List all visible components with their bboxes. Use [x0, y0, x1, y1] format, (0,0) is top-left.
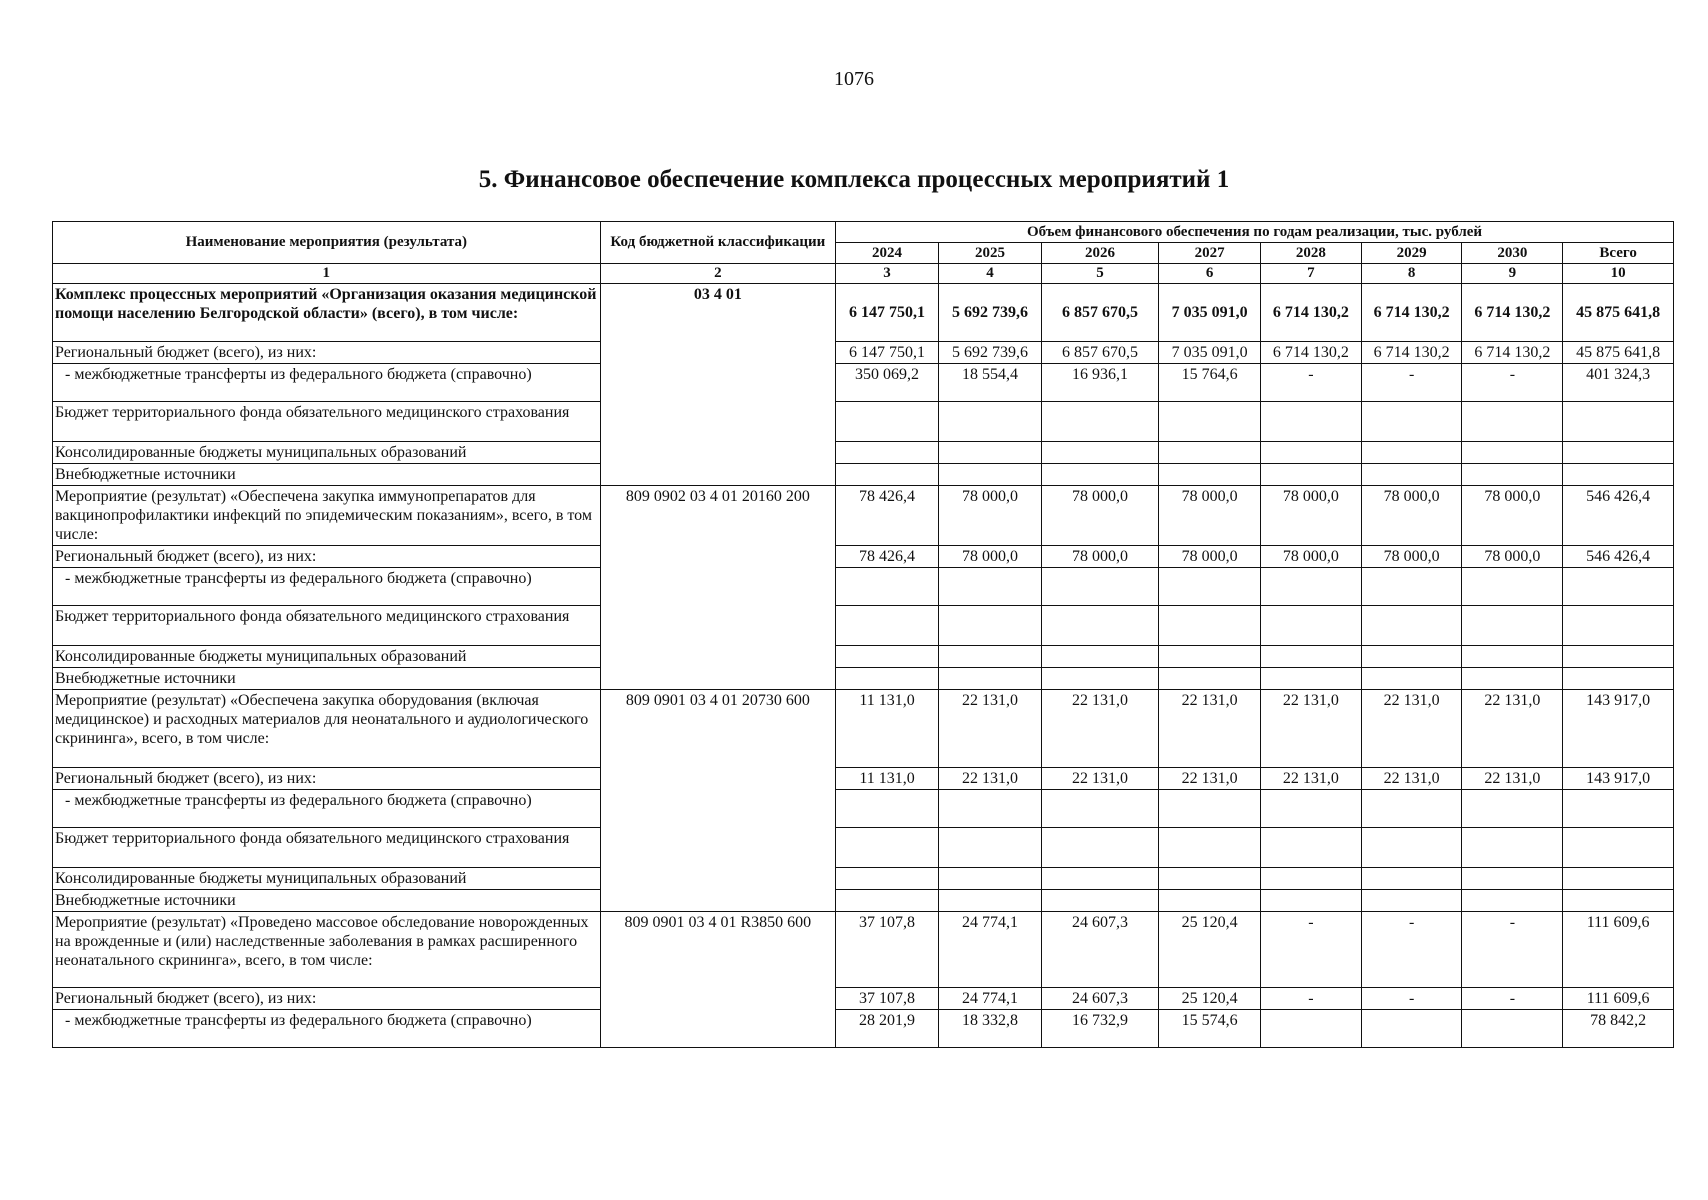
column-number: 8 — [1361, 264, 1462, 284]
value-cell: 5 692 739,6 — [939, 342, 1042, 364]
value-cell — [1260, 828, 1361, 868]
row-name: Внебюджетные источники — [53, 464, 601, 486]
row-name: Мероприятие (результат) «Обеспечена закупка оборудования (включая медицинское) и расходных материалов для неонатального и аудиологического скрининга», всего, в том числе: — [53, 690, 601, 768]
table-row — [53, 546, 1674, 568]
value-cell: 24 774,1 — [939, 988, 1042, 1010]
value-cell: 45 875 641,8 — [1563, 284, 1674, 342]
value-cell: 78 426,4 — [836, 486, 939, 546]
table-row — [53, 646, 1674, 668]
value-cell: 22 131,0 — [1361, 768, 1462, 790]
row-name: Региональный бюджет (всего), из них: — [53, 342, 601, 364]
value-cell — [1159, 790, 1261, 828]
value-cell — [1159, 464, 1261, 486]
value-cell: 16 732,9 — [1041, 1010, 1158, 1048]
table-row — [53, 364, 1674, 402]
value-cell — [1361, 606, 1462, 646]
row-name: - межбюджетные трансферты из федерального бюджета (справочно) — [53, 1010, 601, 1048]
row-name: Консолидированные бюджеты муниципальных образований — [53, 646, 601, 668]
value-cell — [1041, 606, 1158, 646]
column-number: 10 — [1563, 264, 1674, 284]
column-number: 2 — [600, 264, 835, 284]
value-cell — [939, 890, 1042, 912]
value-cell — [1260, 646, 1361, 668]
column-number: 3 — [836, 264, 939, 284]
value-cell — [1159, 668, 1261, 690]
header-volume: Объем финансового обеспечения по годам реализации, тыс. рублей — [836, 222, 1674, 243]
value-cell: 78 426,4 — [836, 546, 939, 568]
table-row — [53, 284, 1674, 342]
value-cell — [1462, 606, 1563, 646]
value-cell: 78 842,2 — [1563, 1010, 1674, 1048]
value-cell: 37 107,8 — [836, 988, 939, 1010]
value-cell: 78 000,0 — [1159, 486, 1261, 546]
value-cell: 78 000,0 — [939, 546, 1042, 568]
header-year: 2024 — [836, 243, 939, 264]
value-cell — [1361, 464, 1462, 486]
value-cell — [1260, 890, 1361, 912]
value-cell — [1361, 668, 1462, 690]
value-cell — [836, 828, 939, 868]
value-cell — [1041, 790, 1158, 828]
financing-table — [52, 221, 1674, 1048]
value-cell: 15 764,6 — [1159, 364, 1261, 402]
value-cell — [1563, 828, 1674, 868]
value-cell: 111 609,6 — [1563, 988, 1674, 1010]
header-name: Наименование мероприятия (результата) — [53, 222, 601, 264]
value-cell: 78 000,0 — [1462, 546, 1563, 568]
value-cell: 22 131,0 — [1361, 690, 1462, 768]
header-year: Всего — [1563, 243, 1674, 264]
page-number: 1076 — [834, 68, 874, 90]
value-cell: 22 131,0 — [1260, 768, 1361, 790]
value-cell: 78 000,0 — [939, 486, 1042, 546]
budget-code: 809 0901 03 4 01 R3850 600 — [600, 912, 835, 1048]
row-name: Региональный бюджет (всего), из них: — [53, 768, 601, 790]
value-cell: - — [1462, 912, 1563, 988]
value-cell: 6 714 130,2 — [1361, 284, 1462, 342]
row-name: Внебюджетные источники — [53, 890, 601, 912]
value-cell — [1563, 868, 1674, 890]
value-cell — [1041, 442, 1158, 464]
value-cell: 78 000,0 — [1041, 546, 1158, 568]
value-cell — [939, 828, 1042, 868]
value-cell — [1462, 668, 1563, 690]
value-cell — [836, 568, 939, 606]
row-name: Бюджет территориального фонда обязательного медицинского страхования — [53, 402, 601, 442]
budget-code: 809 0901 03 4 01 20730 600 — [600, 690, 835, 912]
value-cell: 546 426,4 — [1563, 546, 1674, 568]
value-cell — [939, 464, 1042, 486]
column-number: 4 — [939, 264, 1042, 284]
row-name: Мероприятие (результат) «Проведено массовое обследование новорожденных на врожденные и (или) наследственные заболевания в рамках расширенного неонатального скрининга», всего, в том числе: — [53, 912, 601, 988]
row-name: - межбюджетные трансферты из федерального бюджета (справочно) — [53, 364, 601, 402]
value-cell — [1159, 402, 1261, 442]
value-cell — [836, 668, 939, 690]
value-cell: - — [1462, 988, 1563, 1010]
value-cell: 143 917,0 — [1563, 690, 1674, 768]
value-cell — [836, 464, 939, 486]
value-cell — [836, 606, 939, 646]
value-cell: - — [1361, 364, 1462, 402]
value-cell — [1361, 402, 1462, 442]
row-name: Региональный бюджет (всего), из них: — [53, 546, 601, 568]
value-cell: 11 131,0 — [836, 690, 939, 768]
value-cell: 350 069,2 — [836, 364, 939, 402]
value-cell — [836, 402, 939, 442]
value-cell — [1361, 828, 1462, 868]
value-cell: 6 714 130,2 — [1361, 342, 1462, 364]
row-name: - межбюджетные трансферты из федерального бюджета (справочно) — [53, 790, 601, 828]
value-cell: 143 917,0 — [1563, 768, 1674, 790]
value-cell: 78 000,0 — [1159, 546, 1261, 568]
value-cell — [836, 890, 939, 912]
value-cell: 37 107,8 — [836, 912, 939, 988]
header-year: 2026 — [1041, 243, 1158, 264]
value-cell — [836, 868, 939, 890]
value-cell: 546 426,4 — [1563, 486, 1674, 546]
value-cell — [1041, 890, 1158, 912]
table-row — [53, 912, 1674, 988]
table-row — [53, 486, 1674, 546]
value-cell: 45 875 641,8 — [1563, 342, 1674, 364]
value-cell — [1260, 606, 1361, 646]
value-cell: 6 714 130,2 — [1462, 284, 1563, 342]
value-cell: 16 936,1 — [1041, 364, 1158, 402]
value-cell: 78 000,0 — [1260, 546, 1361, 568]
header-code: Код бюджетной классификации — [600, 222, 835, 264]
value-cell — [939, 568, 1042, 606]
value-cell — [1361, 646, 1462, 668]
value-cell: - — [1361, 912, 1462, 988]
value-cell — [1462, 646, 1563, 668]
value-cell: 7 035 091,0 — [1159, 284, 1261, 342]
value-cell — [939, 868, 1042, 890]
table-row — [53, 790, 1674, 828]
value-cell: 78 000,0 — [1462, 486, 1563, 546]
value-cell — [1361, 1010, 1462, 1048]
value-cell: 78 000,0 — [1361, 486, 1462, 546]
value-cell: 6 714 130,2 — [1462, 342, 1563, 364]
value-cell: 24 607,3 — [1041, 988, 1158, 1010]
value-cell — [1159, 868, 1261, 890]
row-name: Консолидированные бюджеты муниципальных образований — [53, 868, 601, 890]
table-row — [53, 568, 1674, 606]
value-cell — [1462, 890, 1563, 912]
row-name: Мероприятие (результат) «Обеспечена закупка иммунопрепаратов для вакцинопрофилактики инфекций по эпидемическим показаниям», всего, в том числе: — [53, 486, 601, 546]
value-cell — [836, 646, 939, 668]
value-cell: - — [1260, 364, 1361, 402]
row-name: Внебюджетные источники — [53, 668, 601, 690]
table-row — [53, 1010, 1674, 1048]
value-cell: 22 131,0 — [1159, 768, 1261, 790]
row-name: Комплекс процессных мероприятий «Организация оказания медицинской помощи населению Белгородской области» (всего), в том числе: — [53, 284, 601, 342]
value-cell: - — [1260, 912, 1361, 988]
value-cell: 22 131,0 — [1462, 690, 1563, 768]
header-year: 2025 — [939, 243, 1042, 264]
value-cell: 78 000,0 — [1260, 486, 1361, 546]
value-cell: 5 692 739,6 — [939, 284, 1042, 342]
value-cell: 6 147 750,1 — [836, 342, 939, 364]
value-cell: 18 554,4 — [939, 364, 1042, 402]
value-cell: - — [1361, 988, 1462, 1010]
table-row — [53, 402, 1674, 442]
value-cell — [1041, 646, 1158, 668]
row-name: Региональный бюджет (всего), из них: — [53, 988, 601, 1010]
value-cell — [1361, 790, 1462, 828]
column-number: 9 — [1462, 264, 1563, 284]
value-cell: 24 774,1 — [939, 912, 1042, 988]
value-cell: 78 000,0 — [1041, 486, 1158, 546]
column-number: 6 — [1159, 264, 1261, 284]
value-cell — [1260, 464, 1361, 486]
value-cell — [1462, 828, 1563, 868]
value-cell — [1361, 890, 1462, 912]
value-cell — [1260, 868, 1361, 890]
value-cell — [1041, 464, 1158, 486]
value-cell — [1563, 464, 1674, 486]
table-row — [53, 442, 1674, 464]
value-cell — [1563, 442, 1674, 464]
value-cell — [1361, 442, 1462, 464]
value-cell — [939, 402, 1042, 442]
value-cell: 401 324,3 — [1563, 364, 1674, 402]
value-cell: 24 607,3 — [1041, 912, 1158, 988]
value-cell: 22 131,0 — [1041, 690, 1158, 768]
row-name: Бюджет территориального фонда обязательного медицинского страхования — [53, 606, 601, 646]
value-cell — [939, 668, 1042, 690]
row-name: Бюджет территориального фонда обязательного медицинского страхования — [53, 828, 601, 868]
value-cell: 6 147 750,1 — [836, 284, 939, 342]
value-cell — [939, 646, 1042, 668]
value-cell: 6 714 130,2 — [1260, 342, 1361, 364]
value-cell — [939, 790, 1042, 828]
value-cell — [1260, 790, 1361, 828]
value-cell: 22 131,0 — [1159, 690, 1261, 768]
table-row — [53, 464, 1674, 486]
value-cell — [836, 790, 939, 828]
value-cell — [1563, 790, 1674, 828]
header-year: 2028 — [1260, 243, 1361, 264]
value-cell — [1462, 568, 1563, 606]
table-row — [53, 768, 1674, 790]
value-cell — [1462, 1010, 1563, 1048]
value-cell — [1260, 568, 1361, 606]
value-cell — [1563, 668, 1674, 690]
value-cell — [1462, 868, 1563, 890]
value-cell: 7 035 091,0 — [1159, 342, 1261, 364]
value-cell: 18 332,8 — [939, 1010, 1042, 1048]
value-cell — [1462, 790, 1563, 828]
table-row — [53, 868, 1674, 890]
column-number: 7 — [1260, 264, 1361, 284]
value-cell — [1260, 402, 1361, 442]
value-cell — [1563, 606, 1674, 646]
table-row — [53, 890, 1674, 912]
value-cell — [1159, 606, 1261, 646]
value-cell — [1462, 402, 1563, 442]
value-cell — [1041, 868, 1158, 890]
value-cell: 6 857 670,5 — [1041, 284, 1158, 342]
value-cell — [1563, 568, 1674, 606]
value-cell — [1159, 442, 1261, 464]
value-cell: 6 714 130,2 — [1260, 284, 1361, 342]
value-cell: 22 131,0 — [1041, 768, 1158, 790]
value-cell — [1159, 828, 1261, 868]
column-number: 5 — [1041, 264, 1158, 284]
budget-code: 03 4 01 — [600, 284, 835, 486]
value-cell: 25 120,4 — [1159, 912, 1261, 988]
value-cell — [1563, 646, 1674, 668]
value-cell — [1462, 442, 1563, 464]
value-cell — [1462, 464, 1563, 486]
value-cell — [1563, 890, 1674, 912]
value-cell — [939, 442, 1042, 464]
value-cell — [1361, 568, 1462, 606]
value-cell: 22 131,0 — [1260, 690, 1361, 768]
table-row — [53, 690, 1674, 768]
header-year: 2027 — [1159, 243, 1261, 264]
value-cell — [1260, 442, 1361, 464]
value-cell — [1041, 568, 1158, 606]
value-cell: - — [1260, 988, 1361, 1010]
value-cell: 11 131,0 — [836, 768, 939, 790]
value-cell: 6 857 670,5 — [1041, 342, 1158, 364]
value-cell — [1361, 868, 1462, 890]
value-cell: 22 131,0 — [939, 690, 1042, 768]
value-cell: 78 000,0 — [1361, 546, 1462, 568]
page-title: 5. Финансовое обеспечение комплекса процессных мероприятий 1 — [478, 166, 1230, 193]
value-cell: 25 120,4 — [1159, 988, 1261, 1010]
table-row — [53, 828, 1674, 868]
header-year: 2029 — [1361, 243, 1462, 264]
table-row — [53, 988, 1674, 1010]
value-cell: 111 609,6 — [1563, 912, 1674, 988]
value-cell — [1041, 828, 1158, 868]
value-cell — [1041, 402, 1158, 442]
value-cell: 22 131,0 — [1462, 768, 1563, 790]
value-cell — [1563, 402, 1674, 442]
value-cell — [1260, 1010, 1361, 1048]
value-cell — [1041, 668, 1158, 690]
value-cell — [1159, 890, 1261, 912]
row-name: Консолидированные бюджеты муниципальных образований — [53, 442, 601, 464]
value-cell: 28 201,9 — [836, 1010, 939, 1048]
value-cell: - — [1462, 364, 1563, 402]
table-row — [53, 342, 1674, 364]
row-name: - межбюджетные трансферты из федерального бюджета (справочно) — [53, 568, 601, 606]
value-cell — [1159, 568, 1261, 606]
value-cell — [939, 606, 1042, 646]
value-cell — [836, 442, 939, 464]
table-row — [53, 668, 1674, 690]
header-year: 2030 — [1462, 243, 1563, 264]
value-cell — [1159, 646, 1261, 668]
value-cell: 22 131,0 — [939, 768, 1042, 790]
table-row — [53, 606, 1674, 646]
value-cell: 15 574,6 — [1159, 1010, 1261, 1048]
budget-code: 809 0902 03 4 01 20160 200 — [600, 486, 835, 690]
value-cell — [1260, 668, 1361, 690]
column-number: 1 — [53, 264, 601, 284]
